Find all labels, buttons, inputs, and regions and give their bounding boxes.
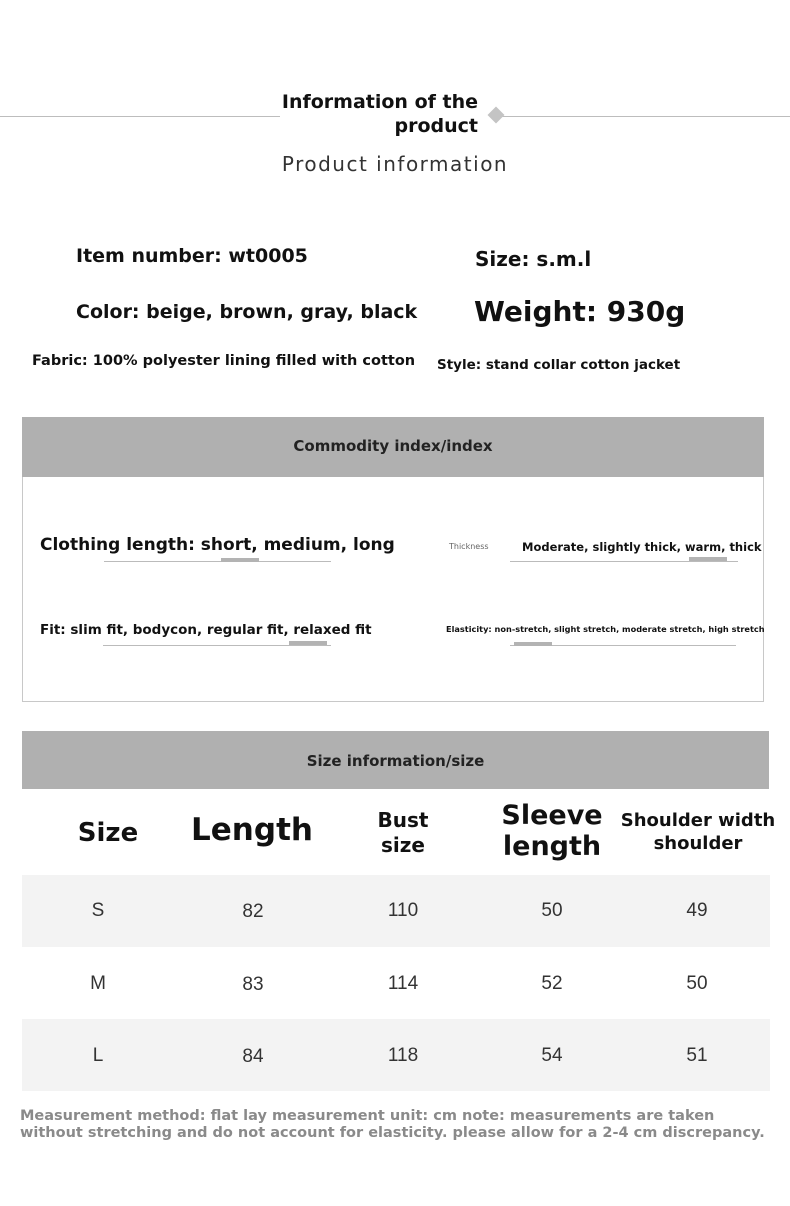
cell-shoulder: 49 — [686, 900, 708, 921]
clothing-length-track — [104, 561, 331, 562]
cell-bust: 114 — [387, 973, 419, 994]
cell-length: 83 — [242, 974, 264, 995]
col-sleeve-length: Sleeve length — [501, 800, 603, 862]
size-range: Size: s.m.l — [475, 247, 592, 271]
index-panel-header — [22, 417, 764, 477]
index-heading: Commodity index/index — [293, 437, 493, 455]
cell-sleeve: 52 — [541, 973, 563, 994]
cell-size: S — [91, 900, 105, 921]
thickness-marker — [689, 557, 727, 561]
thickness-track — [510, 561, 738, 562]
fit-marker — [289, 641, 327, 645]
elasticity-label: Elasticity: non-stretch, slight stretch, moderate stretch, high stretch — [446, 624, 765, 634]
cell-size: M — [90, 973, 106, 994]
cell-shoulder: 50 — [686, 973, 708, 994]
fit-track — [103, 645, 331, 646]
size-table-header — [22, 731, 769, 789]
diamond-icon — [488, 107, 505, 124]
style: Style: stand collar cotton jacket — [437, 357, 681, 373]
size-table-heading: Size information/size — [306, 752, 485, 770]
table-row — [22, 947, 770, 1019]
cell-bust: 118 — [387, 1045, 419, 1066]
weight: Weight: 930g — [474, 295, 686, 328]
item-number: Item number: wt0005 — [76, 245, 308, 267]
cell-bust: 110 — [387, 900, 419, 921]
page-title: Information of the product — [281, 91, 478, 137]
cell-length: 82 — [242, 901, 264, 922]
col-shoulder-width: Shoulder width shoulder — [620, 810, 776, 854]
cell-length: 84 — [242, 1046, 264, 1067]
measurement-note: Measurement method: flat lay measurement unit: cm note: measurements are taken without stretching and do not account for elasticity. please allow for a 2-4 cm discrepancy. — [20, 1108, 765, 1141]
page-subtitle: Product information — [281, 152, 509, 176]
col-size: Size — [77, 818, 139, 848]
fit-label: Fit: slim fit, bodycon, regular fit, relaxed fit — [40, 622, 372, 638]
cell-size: L — [92, 1045, 104, 1066]
col-length: Length — [191, 812, 313, 848]
cell-shoulder: 51 — [686, 1045, 708, 1066]
header-rule-right — [500, 116, 790, 117]
thickness-label: Moderate, slightly thick, warm, thick — [522, 540, 762, 554]
col-bust-size: Bust size — [377, 808, 429, 857]
clothing-length-label: Clothing length: short, medium, long — [40, 535, 395, 555]
cell-sleeve: 54 — [541, 1045, 563, 1066]
cell-sleeve: 50 — [541, 900, 563, 921]
table-row — [22, 1019, 770, 1091]
table-row — [22, 875, 770, 947]
clothing-length-marker — [221, 558, 259, 562]
thickness-caption: Thickness — [449, 542, 489, 551]
elasticity-marker — [514, 642, 552, 646]
color-options: Color: beige, brown, gray, black — [76, 301, 418, 323]
fabric: Fabric: 100% polyester lining filled with cotton — [32, 353, 416, 369]
header-rule-left — [0, 116, 280, 117]
